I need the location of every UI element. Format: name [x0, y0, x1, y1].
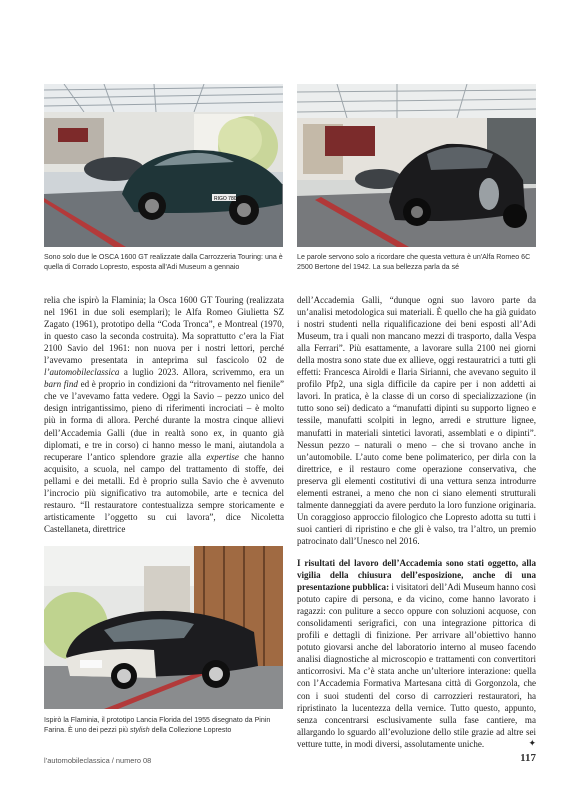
caption-alfa-romeo-6c: Le parole servono solo a ricordare che questa vettura è un'Alfa Romeo 6C 2500 Bertone del 1942. La sua bellezza parla da sé [297, 253, 531, 271]
museum-hall-osca-1600-gt-photo [44, 84, 283, 247]
body-text-left-column [44, 294, 284, 535]
license-plate-text: RIGO 780 [214, 196, 237, 202]
lancia-florida-prototype-photo [44, 546, 283, 709]
museum-hall-alfa-romeo-6c-photo [297, 84, 536, 247]
paragraph: dell’Accademia Galli, “dunque ogni suo lavoro parte da un’analisi metodologica sui materiali. È quello che ha già guidato i nostri studenti nella riqualificazione dei beni esposti all’Adi Museum, tra i quali non mancano mezzi di trasporto, dalla Vespa alla Ferrari”. Più esattamente, a lavorare sulla 2100 nei giorni della mostra sono state due ex allieve, oggi restauratrici a tutti gli effetti: Francesca Airoldi e Ilaria Sirianni, che avevano seguito il profilo Pfp2, una sigla difficile da capire per i non addetti ai lavori. In pratica, è la classe di un corso di specializzazione (in tutto sono sei) dedicato a “manufatti dipinti su supporto ligneo e tessile, manufatti scolpiti in legno, arredi e strutture lignee, manufatti in materiali sintetici lavorati, assemblati e o dipinti”. Nessun pezzo – naturali o meno – che si trovano anche in un’automobile. L’auto come bene polimaterico, per dirla con la direttrice, e il restauro come operazione conservativa, che preserva gli elementi costitutivi di una vettura senza introdurre elementi estranei, a meno che non ci siano elementi strutturali talmente danneggiati da avere perduto la loro funzione originaria. Un coraggioso approccio filologico che Lopresto adotta su tutti i suoi cantieri di ripristino e che gli è valso, tra l’altro, un premio patrocinato dall’Unesco nel 2016. [297, 295, 536, 546]
paragraph: relia che ispirò la Flaminia; la Osca 1600 GT Touring (realizzata nel 1961 in due soli esemplari); le Alfa Romeo Giulietta SZ Zagato (1961), prototipo della “Coda Tronca”, e Montreal (1970, in questo caso la seconda costruita). Ma soprattutto c’era la Fiat 2100 Savio del 1961: non nuova per i nostri lettori, perché l’avevamo presentata in anteprima sul fascicolo 02 de l’automobileclassica a luglio 2023. Allora, scrivemmo, era un barn find ed è proprio in condizioni da “ritrovamento nel fienile” che ve l’avevamo fatta vedere. Oggi la Savio – pezzo unico del design intrigantissimo, pieno di riferimenti incrociati – è molto più in forma di allora. Perché durante la mostra cinque allievi dell’Accademia Galli (due in realtà sono ex, in quanto già diplomati, e tre in corso) ci hanno messo le mani, aiutandola a recuperare l’antico splendore grazie alla expertise che hanno acquisito, a scuola, nel campo del trattamento di stoffe, dei pellami e dei metalli. Ed è proprio sulla Savio che è avvenuto l’incrocio più significativo tra automobile, arte e tecnica del restauro. “Il restauratore contestualizza sempre storicamente e artisticamente l’oggetto su cui lavora”, dice Nicoletta Castellaneta, direttrice [44, 295, 284, 534]
body-text-right-column [297, 294, 536, 750]
magazine-footer: l’automobileclassica / numero 08 [44, 756, 152, 765]
caption-osca-1600-gt: Sono solo due le OSCA 1600 GT realizzate dalla Carrozzeria Touring: una è quella di Corrado Lopresto, esposta all'Adi Museum a gennaio [44, 253, 283, 271]
caption-lancia-florida: Ispirò la Flaminia, il prototipo Lancia Florida del 1955 disegnato da Pinin Farina. È uno dei pezzi più stylish della Collezione Lopresto [44, 716, 271, 734]
page-number: 117 [520, 752, 536, 764]
lead-in-bold: I risultati del lavoro dell’Accademia sono stati oggetto, alla vigilia della chiusura dell’esposizione, anche di una presentazione pubblica: [297, 557, 536, 593]
end-of-article-mark: ✦ [528, 738, 536, 749]
paragraph: I risultati del lavoro dell’Accademia sono stati oggetto, alla vigilia della chiusura dell’esposizione, anche di una presentazione pubblica: i visitatori dell’Adi Museum hanno così potuto capire di persona, e da vicino, come hanno lavorato i ragazzi: con puliture a secco oppure con soluzioni acquose, con consolidamenti serigrafici, con una integrazione pittorica di profili e dettagli di finizione. Per arrivare all’obiettivo hanno potuto giovarsi anche del laboratorio interno al museo facendo analisi diagnostiche al microscopio e trattamenti con convertitori anticorrosivi. Ma c’è stata anche un’ulteriore interazione: quella con l’Accademia Formativa Martesana città di Gorgonzola, che con i suoi studenti del corso di carrozzieri restauratori, ha ripristinato la lucentezza della vernice. Tutto questo, appunto, senza concentrarsi esclusivamente sulla fase cantiere, ma allargando lo sguardo all’evoluzione dello stile grazie ad altre sei vetture tutte, in modi diversi, assolutamente uniche. ✦ [297, 557, 536, 749]
